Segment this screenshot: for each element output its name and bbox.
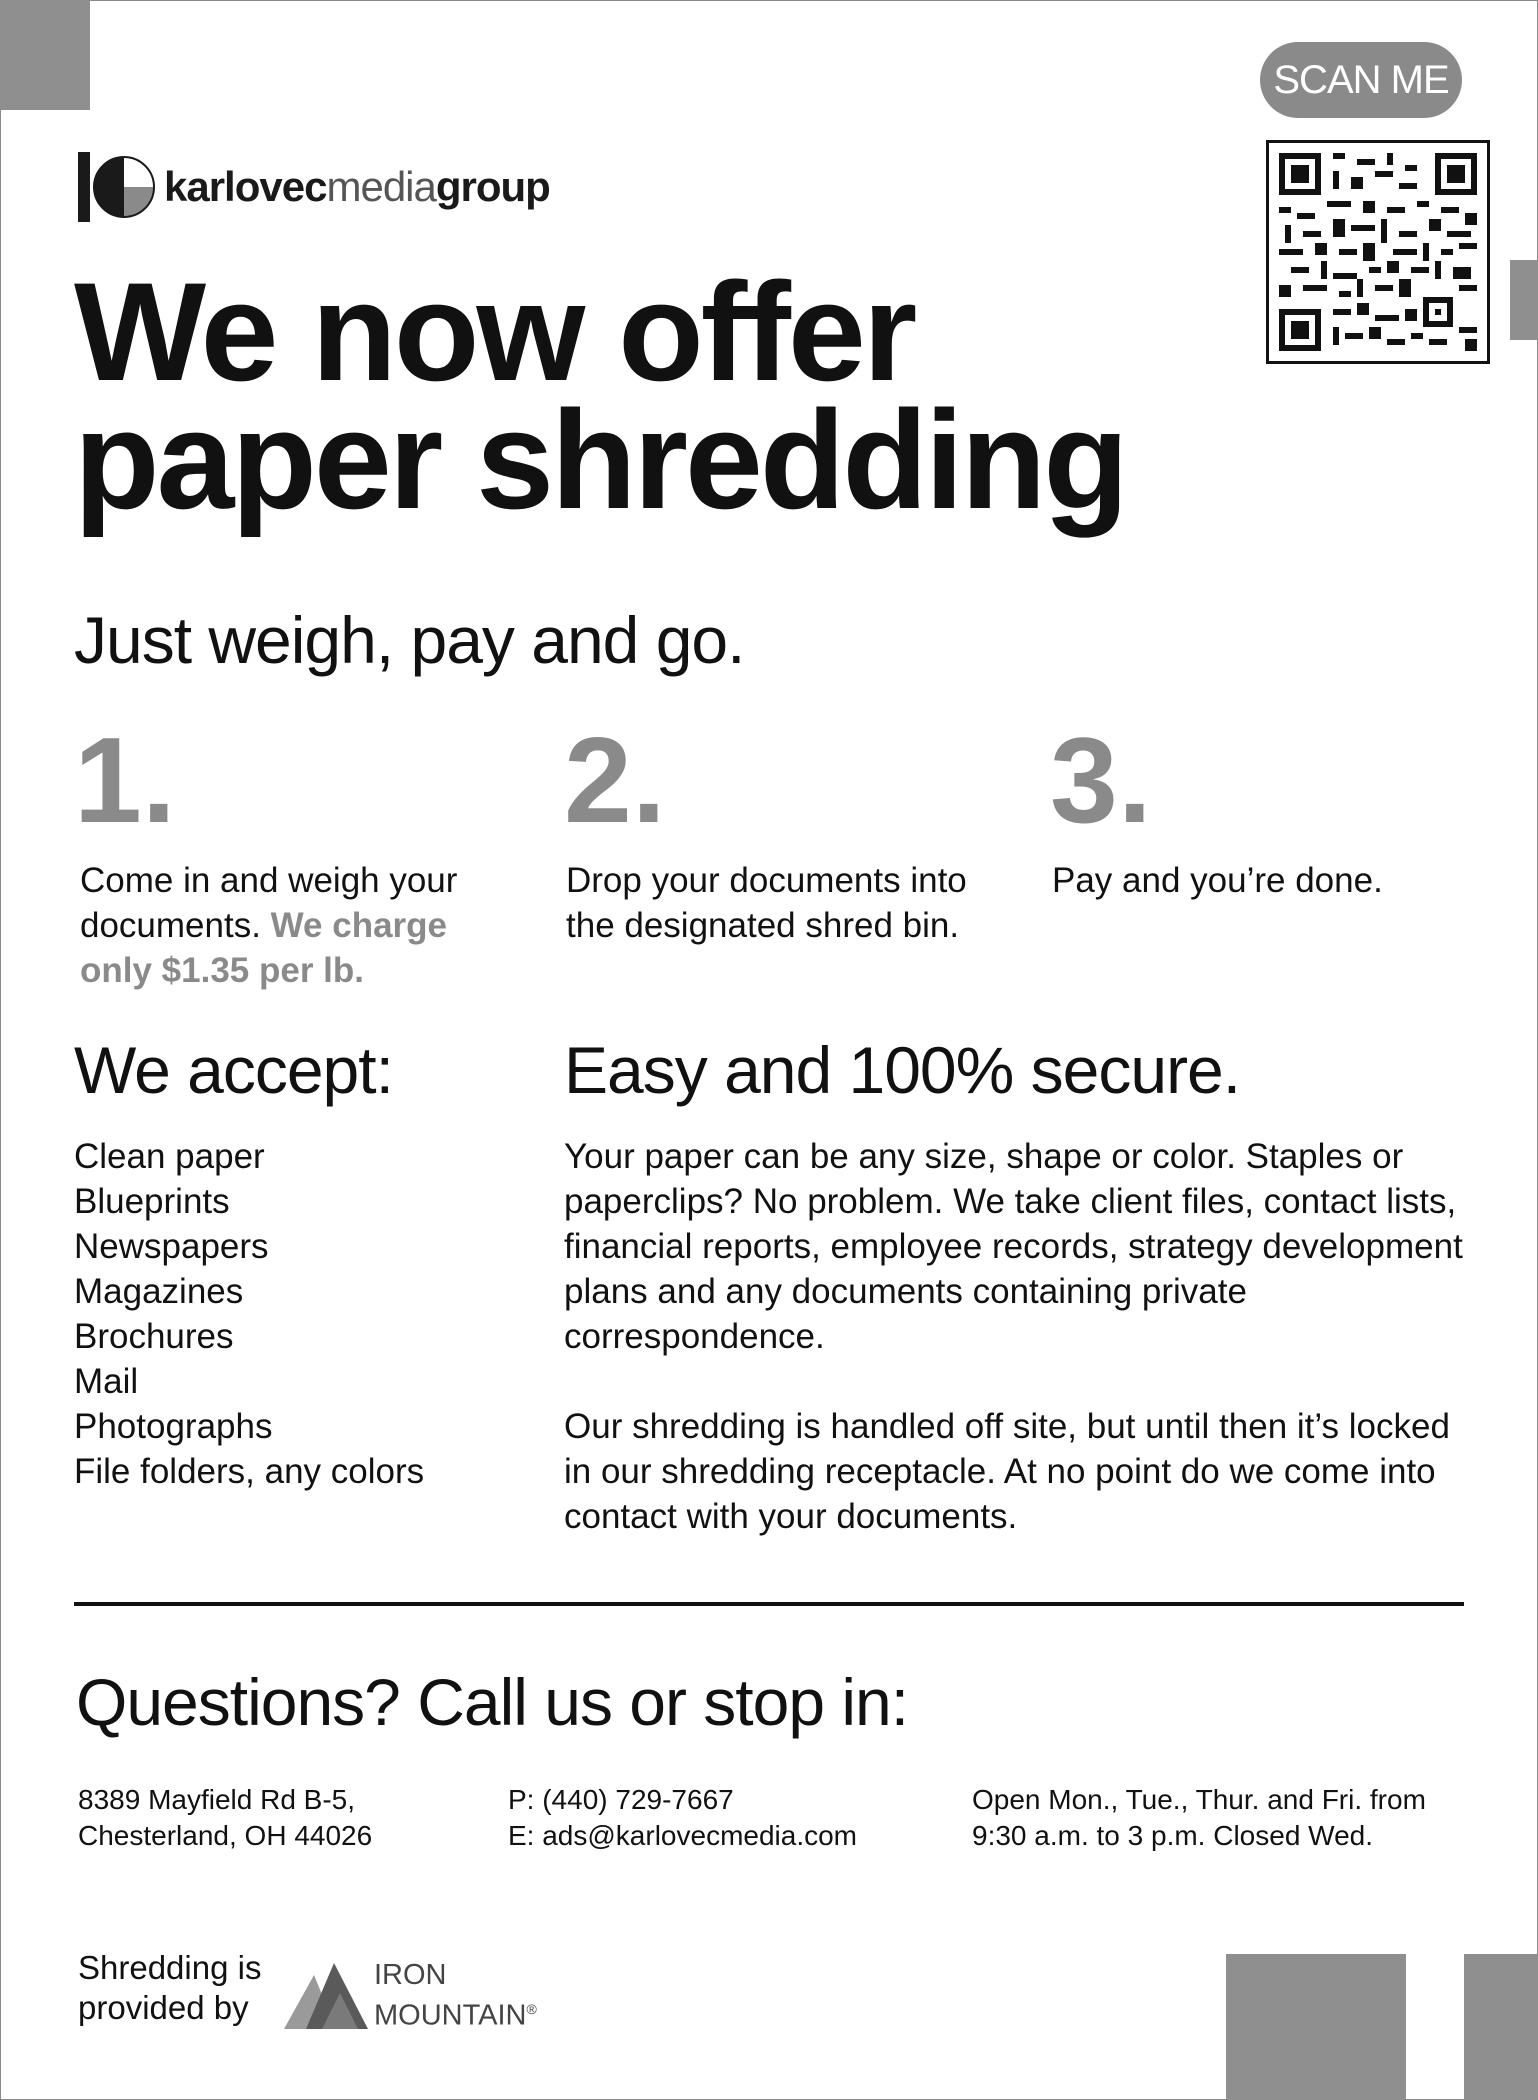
list-item: Magazines [74, 1272, 244, 1311]
secure-heading: Easy and 100% secure. [564, 1033, 1241, 1107]
qr-code-icon [1279, 153, 1477, 351]
headline-line: We now offer [74, 253, 915, 410]
hours-line: 9:30 a.m. to 3 p.m. Closed Wed. [972, 1820, 1374, 1851]
step-1-description: Come in and weigh your documents. [80, 861, 458, 945]
brand-logo [76, 148, 550, 226]
headline [74, 253, 1126, 538]
secure-paragraph-1: Your paper can be any size, shape or color. Staples or paperclips? No problem. We take client files, contact lists, financial reports, employee records, strategy development plans and any documents containing private correspondence. [564, 1137, 1463, 1356]
divider [74, 1602, 1464, 1606]
provider-name [374, 1958, 537, 2033]
headline-line: paper shredding [74, 381, 1126, 538]
step-2-text: Drop your documents into the designated shred bin. [566, 861, 967, 945]
provider-name-line [374, 1992, 537, 2033]
secure-paragraph-2: Our shredding is handled off site, but until then it’s locked in our shredding receptacle. At no point do we come into contact with your documents. [564, 1407, 1450, 1536]
step-1-price: We charge only $1.35 per lb. [80, 906, 448, 990]
list-item: Mail [74, 1362, 139, 1401]
brand-name-part: group [435, 163, 550, 210]
qr-code[interactable] [1266, 140, 1490, 364]
provider-label-line: Shredding is [78, 1949, 262, 1986]
opening-hours [972, 1782, 1426, 1854]
list-item: Blueprints [74, 1182, 230, 1221]
address-line: 8389 Mayfield Rd B-5, [78, 1784, 356, 1815]
provider-name-line: IRON [374, 1958, 447, 1991]
contact-details [508, 1782, 857, 1854]
corner-accent-block [0, 0, 90, 110]
bottom-accent-block-edge [1464, 1954, 1538, 2100]
provider-label-line: provided by [78, 1989, 249, 2026]
provider-name-part: MOUNTAIN [374, 1999, 527, 2032]
iron-mountain-logo [284, 1950, 537, 2040]
accept-list [74, 1134, 424, 1494]
provider-label [78, 1948, 261, 2028]
brand-wordmark [164, 163, 550, 211]
scan-me-badge: SCAN ME [1260, 42, 1462, 118]
list-item: Clean paper [74, 1137, 265, 1176]
step-2-number: 2. [564, 712, 666, 848]
list-item: Newspapers [74, 1227, 269, 1266]
list-item: Photographs [74, 1407, 273, 1446]
phone-number[interactable]: P: (440) 729-7667 [508, 1784, 734, 1815]
step-3-text: Pay and you’re done. [1052, 861, 1383, 900]
address-line: Chesterland, OH 44026 [78, 1820, 373, 1851]
step-1-text [80, 858, 510, 993]
step-1-number: 1. [74, 712, 176, 848]
side-accent-tab [1510, 260, 1538, 340]
list-item: Brochures [74, 1317, 234, 1356]
list-item: File folders, any colors [74, 1452, 425, 1491]
brand-name-part: media [326, 163, 436, 210]
step-3-number: 3. [1050, 712, 1152, 848]
mountain-icon [284, 1957, 370, 2033]
brand-name-part: karlovec [164, 163, 327, 210]
hours-line: Open Mon., Tue., Thur. and Fri. from [972, 1784, 1426, 1815]
karlovec-logo-icon [76, 148, 156, 226]
contact-heading: Questions? Call us or stop in: [76, 1665, 909, 1739]
email-address[interactable]: E: ads@karlovecmedia.com [508, 1820, 858, 1851]
trademark-symbol: ® [526, 2000, 537, 2017]
accept-heading: We accept: [74, 1033, 393, 1107]
tagline: Just weigh, pay and go. [74, 603, 745, 677]
bottom-accent-block [1226, 1954, 1406, 2100]
address [78, 1782, 372, 1854]
